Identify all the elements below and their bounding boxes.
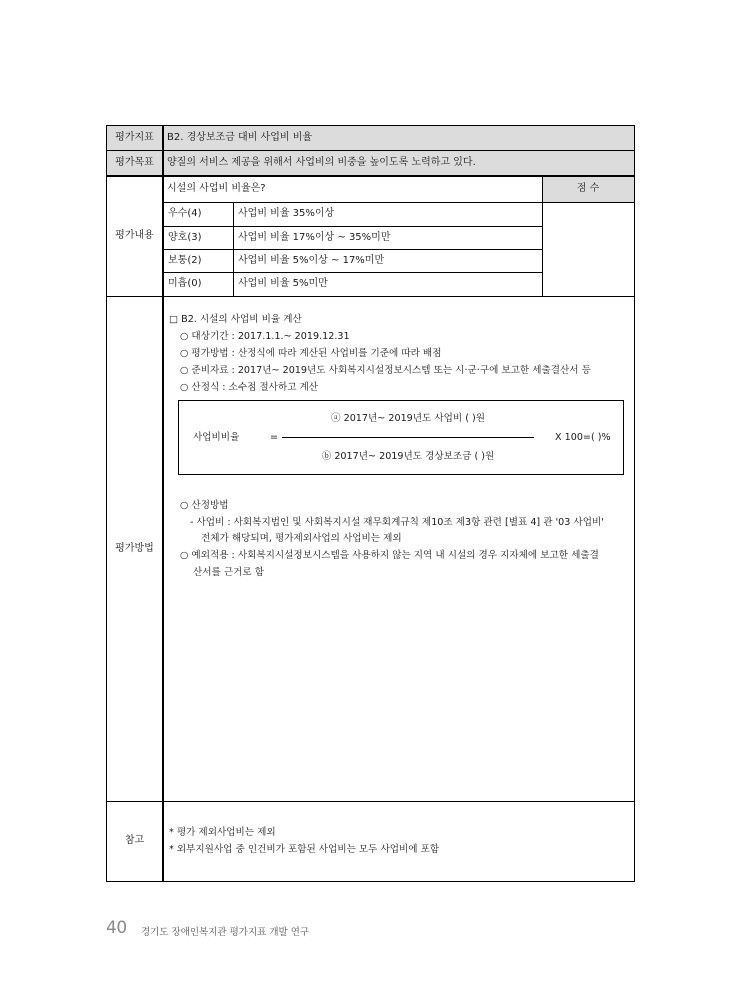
method-item-approach: ○ 평가방법 : 산정식에 따라 계산된 사업비를 기준에 따라 배점 bbox=[180, 348, 442, 359]
grade-excellent: 우수(4) bbox=[168, 208, 202, 219]
score-header: 점 수 bbox=[576, 183, 600, 194]
grade-poor: 미흡(0) bbox=[168, 278, 202, 289]
row-divider bbox=[106, 801, 635, 802]
note-label: 참고 bbox=[124, 835, 145, 846]
grade-average: 보통(2) bbox=[168, 255, 202, 266]
row-divider bbox=[106, 296, 635, 297]
row-divider bbox=[106, 150, 635, 151]
grade-good: 양호(3) bbox=[168, 232, 202, 243]
criteria-excellent: 사업비 비율 35%이상 bbox=[238, 208, 335, 219]
table-bottom-border bbox=[106, 881, 635, 882]
criteria-poor: 사업비 비율 5%미만 bbox=[238, 278, 328, 289]
grade-column-divider bbox=[233, 202, 234, 296]
goal-value: 양질의 서비스 제공을 위해서 사업비의 비중을 높이도록 노력하고 있다. bbox=[167, 157, 476, 168]
footer-title: 경기도 장애인복지관 평가지표 개발 연구 bbox=[141, 927, 310, 938]
criteria-average: 사업비 비율 5%이상 ~ 17%미만 bbox=[238, 255, 385, 266]
method-heading: □ B2. 시설의 사업비 비율 계산 bbox=[169, 314, 302, 325]
method-item-formula: ○ 산정식 : 소수점 절사하고 계산 bbox=[180, 382, 319, 393]
formula-numerator: ⓐ 2017년~ 2019년도 사업비 ( )원 bbox=[330, 413, 486, 424]
method-item-materials: ○ 준비자료 : 2017년~ 2019년도 사회복지시설정보시스템 또는 시·군·구에 보고한 세출결산서 등 bbox=[180, 365, 591, 376]
calc-method-exception: ○ 예외적용 : 사회복지시설정보시스템을 사용하지 않는 지역 내 시설의 경우 지자체에 보고한 세출결 bbox=[180, 550, 599, 561]
indicator-label: 평가지표 bbox=[115, 132, 154, 143]
row-divider bbox=[164, 249, 542, 250]
label-column-separator bbox=[162, 125, 164, 882]
row-divider bbox=[164, 202, 635, 203]
row-divider bbox=[164, 226, 542, 227]
table-right-border bbox=[634, 125, 635, 882]
method-label: 평가방법 bbox=[115, 543, 154, 554]
indicator-value: B2. 경상보조금 대비 사업비 비율 bbox=[167, 132, 313, 143]
row-divider bbox=[164, 272, 542, 273]
calc-method-business-cont: 전체가 해당되며, 평가제외사업의 사업비는 제외 bbox=[201, 533, 402, 544]
note-item-1: * 평가 제외사업비는 제외 bbox=[169, 827, 276, 838]
calc-method-heading: ○ 산정방법 bbox=[180, 500, 229, 511]
note-item-2: * 외부지원사업 중 인건비가 포함된 사업비는 모두 사업비에 포함 bbox=[169, 844, 440, 855]
formula-left-label: 사업비비율 bbox=[193, 432, 240, 443]
content-question: 시설의 사업비 비율은? bbox=[167, 183, 266, 194]
formula-equals: = bbox=[270, 432, 279, 443]
criteria-good: 사업비 비율 17%이상 ~ 35%미만 bbox=[238, 232, 391, 243]
calc-method-exception-cont: 산서를 근거로 함 bbox=[193, 567, 264, 578]
content-label: 평가내용 bbox=[115, 230, 154, 241]
table-top-border bbox=[106, 125, 635, 126]
page-number: 40 bbox=[106, 918, 127, 938]
goal-label: 평가목표 bbox=[115, 157, 154, 168]
row-divider bbox=[106, 175, 635, 177]
formula-denominator: ⓑ 2017년~ 2019년도 경상보조금 ( )원 bbox=[321, 451, 495, 462]
method-item-period: ○ 대상기간 : 2017.1.1.~ 2019.12.31 bbox=[180, 331, 350, 342]
formula-multiplier: X 100=( )% bbox=[555, 432, 611, 443]
calc-method-business: - 사업비 : 사회복지법인 및 사회복지시설 재무회계규칙 제10조 제3항 관련 [별표 4] 관 '03 사업비' bbox=[190, 517, 604, 528]
fraction-bar bbox=[282, 437, 534, 438]
